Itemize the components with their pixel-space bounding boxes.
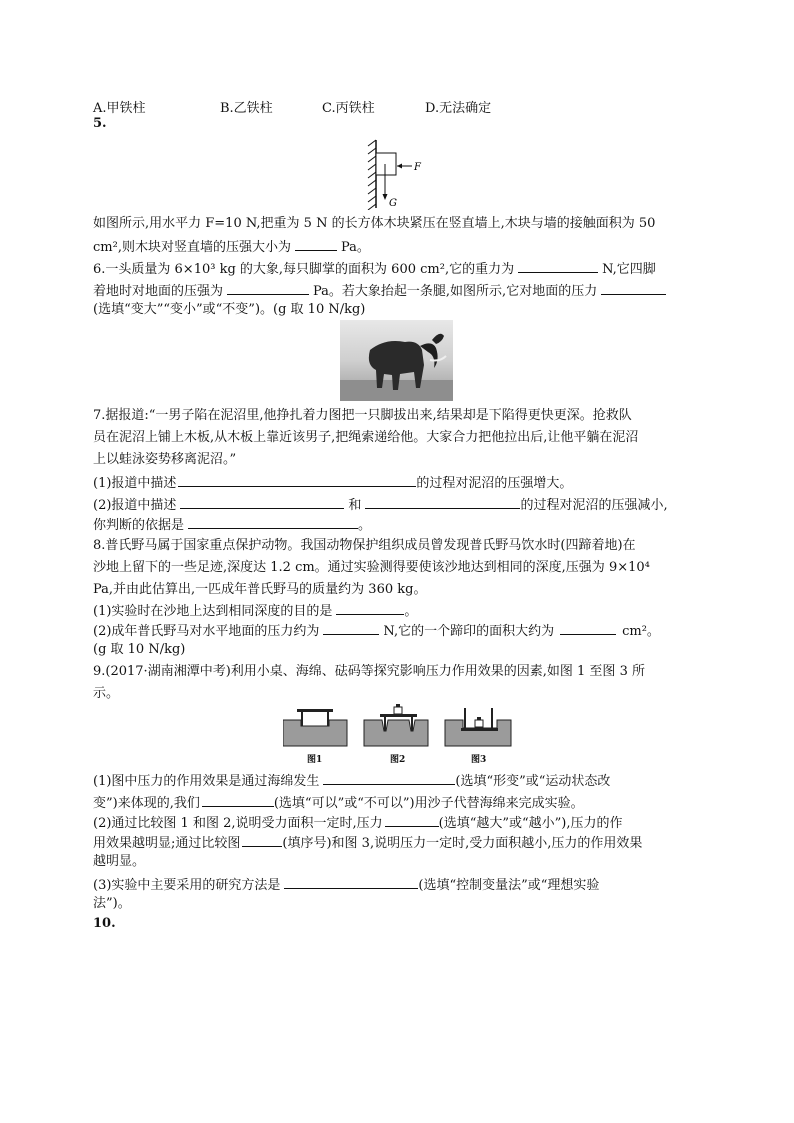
- q8-sub1: (1)实验时在沙地上达到相同深度的目的是 。: [93, 600, 417, 622]
- q9-sub3: (3)实验中主要采用的研究方法是 (选填“控制变量法”或“理想实验: [93, 874, 599, 896]
- label-g: G: [389, 198, 397, 209]
- q7-sub1: (1)报道中描述 的过程对泥沼的压强增大。: [93, 472, 572, 494]
- q7-line2: 员在泥沼上铺上木板,从木板上靠近该男子,把绳索递给他。大家合力把他拉出后,让他平躺在泥沼: [93, 430, 639, 445]
- weight-2: [394, 707, 402, 714]
- q7-line3: 上以蛙泳姿势移离泥沼。”: [93, 452, 237, 467]
- label-f: F: [414, 162, 421, 173]
- q8-sub3: (g 取 10 N/kg): [93, 642, 186, 657]
- caption-fig3: 图3: [471, 755, 487, 765]
- q5-line2: cm²,则木块对竖直墙的压强大小为 Pa。: [93, 236, 370, 258]
- q5-number: 5.: [93, 116, 107, 131]
- q7-sub2-reason: 你判断的依据是 。: [93, 514, 371, 536]
- q6-line2: 着地时对地面的压强为 Pa。若大象抬起一条腿,如图所示,它对地面的压力: [93, 280, 666, 302]
- table-top-1: [297, 709, 333, 712]
- q10-number: 10.: [93, 916, 116, 931]
- option-b: B.乙铁柱: [220, 101, 273, 116]
- q7-sub2: (2)报道中描述 和 的过程对泥沼的压强减小,: [93, 494, 668, 516]
- q6-line3: (选填“变大”“变小”或“不变”)。(g 取 10 N/kg): [93, 302, 366, 317]
- option-d: D.无法确定: [425, 101, 492, 116]
- q9-line1: 9.(2017·湖南湘潭中考)利用小桌、海绵、砝码等探究影响压力作用效果的因素,如图 1 至图 3 所: [93, 664, 645, 679]
- q9-sub2-end: 越明显。: [93, 854, 146, 869]
- q8-line2: 沙地上留下的一些足迹,深度达 1.2 cm。通过实验测得要使该沙地达到相同的深度,压强为 9×10⁴: [93, 560, 650, 575]
- q8-sub2: (2)成年普氏野马对水平地面的压力约为 N,它的一个蹄印的面积大约为 cm²。: [93, 620, 660, 642]
- force-diagram: [366, 138, 426, 210]
- caption-fig2: 图2: [390, 755, 406, 765]
- q6-line1: 6.一头质量为 6×10³ kg 的大象,每只脚掌的面积为 600 cm²,它的重力为 N,它四脚: [93, 258, 656, 280]
- option-a: A.甲铁柱: [93, 101, 146, 116]
- q8-line3: Pa,并由此估算出,一匹成年普氏野马的质量约为 360 kg。: [93, 582, 427, 597]
- q5-line1: 如图所示,用水平力 F=10 N,把重为 5 N 的长方体木块紧压在竖直墙上,木块与墙的接触面积为 50: [93, 216, 656, 231]
- weight-3: [475, 720, 483, 727]
- q9-sub1-cont: 变”)来体现的,我们 (选填“可以”或“不可以”)用沙子代替海绵来完成实验。: [93, 792, 584, 814]
- q8-line1: 8.普氏野马属于国家重点保护动物。我国动物保护组织成员曾发现普氏野马饮水时(四蹄着地)在: [93, 538, 636, 553]
- option-c: C.丙铁柱: [322, 101, 375, 116]
- q9-sub2-cont: 用效果越明显;通过比较图 (填序号)和图 3,说明压力一定时,受力面积越小,压力的作用效果: [93, 832, 642, 854]
- caption-fig1: 图1: [307, 755, 323, 765]
- q9-sub1: (1)图中压力的作用效果是通过海绵发生 (选填“形变”或“运动状态改: [93, 770, 610, 792]
- q7-line1: 7.据报道:“一男子陷在泥沼里,他挣扎着力图把一只脚拔出来,结果却是下陷得更快更深。抢救队: [93, 408, 632, 423]
- experiment-figures: [283, 700, 513, 750]
- q9-sub2: (2)通过比较图 1 和图 2,说明受力面积一定时,压力 (选填“越大”或“越小”),压力的作: [93, 812, 623, 834]
- elephant-photo: [340, 320, 453, 401]
- q9-line2: 示。: [93, 686, 120, 701]
- q9-sub3-end: 法”)。: [93, 896, 131, 911]
